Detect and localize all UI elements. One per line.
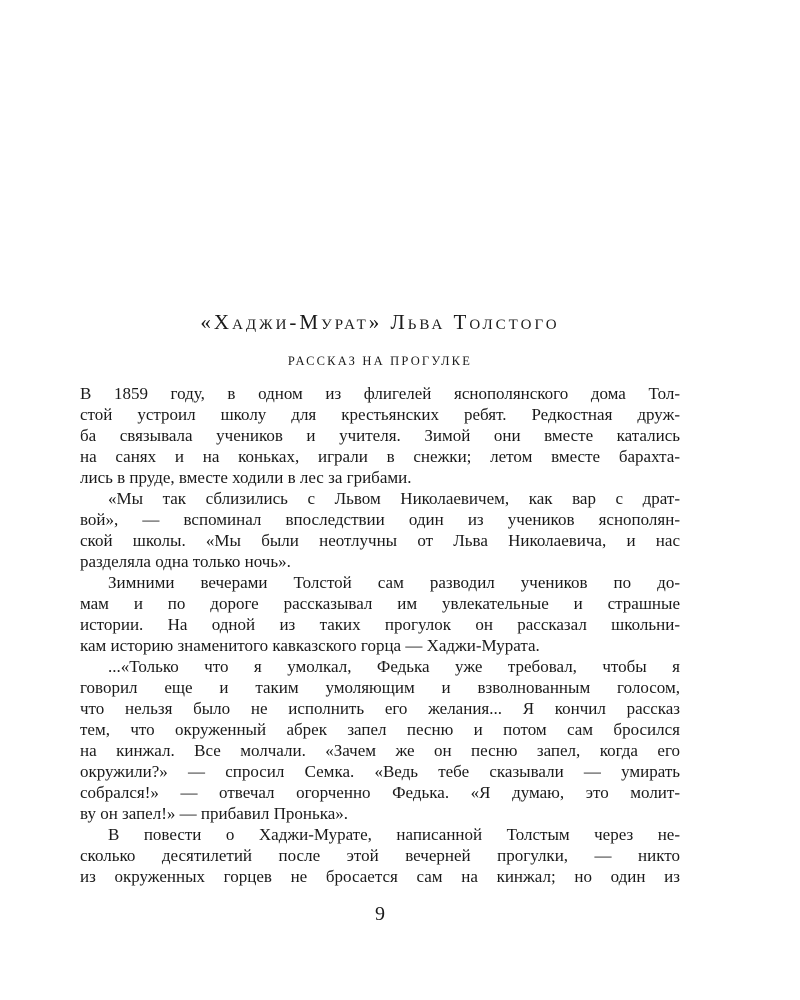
text-line: ву он запел!» — прибавил Пронька». <box>80 804 349 823</box>
text-line: В повести о Хаджи-Мурате, написанной Толстым через не- <box>108 825 680 844</box>
text-line: лись в пруде, вместе ходили в лес за грибами. <box>80 468 412 487</box>
text-line: из окруженных горцев не бросается сам на кинжал; но один из <box>80 867 680 886</box>
text-line: В 1859 году, в одном из флигелей яснополянского дома Тол- <box>80 384 680 403</box>
text-line: собрался!» — отвечал огорченно Федька. «Я думаю, это молит- <box>80 783 680 802</box>
text-line: ...«Только что я умолкал, Федька уже требовал, чтобы я <box>108 657 680 676</box>
text-line: ба связывала учеников и учителя. Зимой они вместе катались <box>80 426 680 445</box>
text-line: разделяла одна только ночь». <box>80 552 291 571</box>
text-line: что нельзя было не исполнить его желания... Я кончил рассказ <box>80 699 680 718</box>
text-line: Зимними вечерами Толстой сам разводил учеников по до- <box>108 573 680 592</box>
chapter-title: «Хаджи-Мурат» Льва Толстого <box>200 310 560 334</box>
text-line: стой устроил школу для крестьянских ребят. Редкостная друж- <box>80 405 680 424</box>
text-line: «Мы так сблизились с Львом Николаевичем, как вар с драт- <box>108 489 680 508</box>
text-line: истории. На одной из таких прогулок он рассказал школьни- <box>80 615 680 634</box>
chapter-subtitle: РАССКАЗ НА ПРОГУЛКЕ <box>287 354 473 368</box>
text-line: на кинжал. Все молчали. «Зачем же он песню запел, когда его <box>80 741 680 760</box>
page-number: 9 <box>375 903 385 925</box>
text-line: окружили?» — спросил Семка. «Ведь тебе сказывали — умирать <box>80 762 680 781</box>
text-line: кам историю знаменитого кавказского горца — Хаджи-Мурата. <box>80 636 540 655</box>
body-text <box>80 383 680 887</box>
text-line: говорил еще и таким умоляющим и взволнованным голосом, <box>80 678 680 697</box>
text-line: мам и по дороге рассказывал им увлекательные и страшные <box>80 594 680 613</box>
text-line: ской школы. «Мы были неотлучны от Льва Николаевича, и нас <box>80 531 680 550</box>
text-line: на санях и на коньках, играли в снежки; летом вместе барахта- <box>80 447 680 466</box>
text-line: вой», — вспоминал впоследствии один из учеников яснополян- <box>80 510 680 529</box>
text-line: тем, что окруженный абрек запел песню и потом сам бросился <box>80 720 680 739</box>
text-line: сколько десятилетий после этой вечерней прогулки, — никто <box>80 846 680 865</box>
